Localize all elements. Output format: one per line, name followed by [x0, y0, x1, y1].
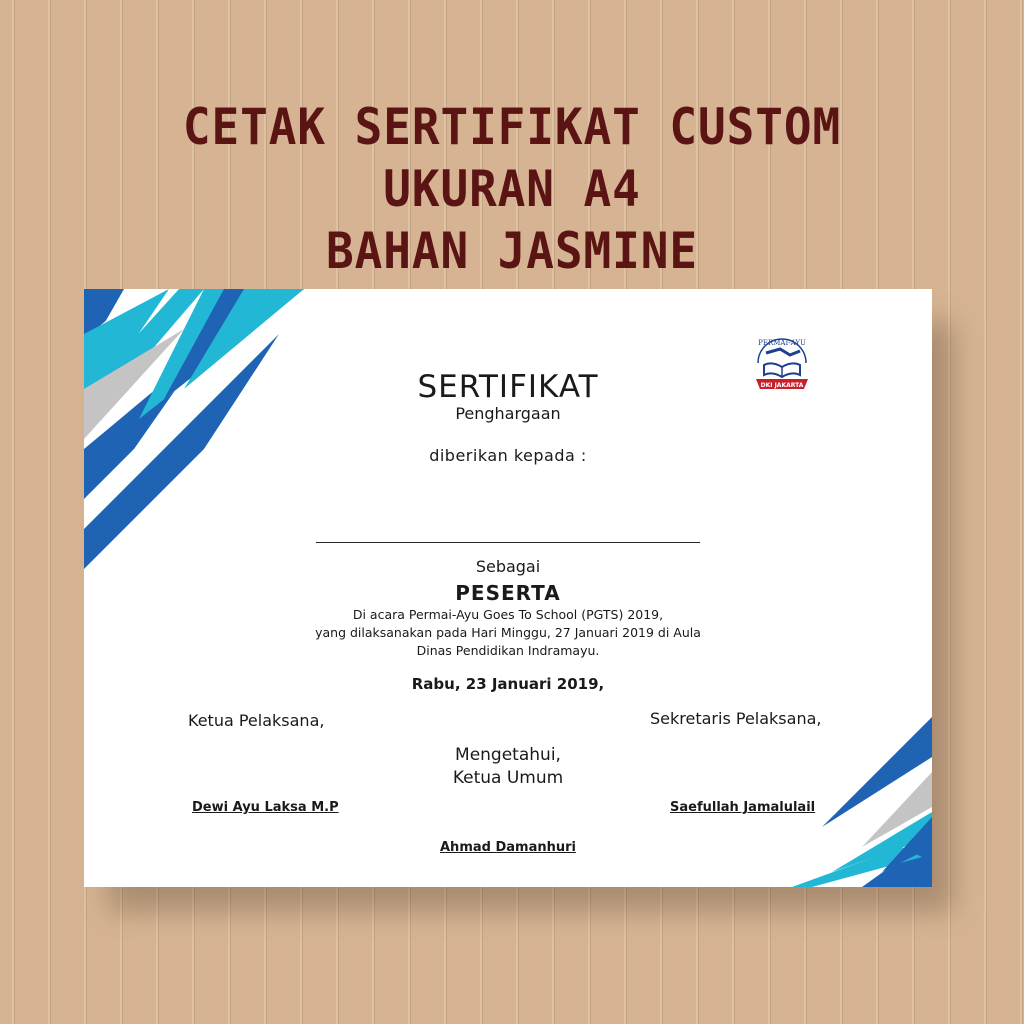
- event-description: [84, 606, 932, 660]
- certificate-date: Rabu, 23 Januari 2019,: [411, 675, 605, 693]
- role-title: PESERTA: [455, 581, 561, 605]
- headline-line-2: UKURAN A4: [383, 160, 641, 218]
- certificate-title: SERTIFIKAT: [417, 369, 599, 405]
- as-label: Sebagai: [475, 557, 541, 576]
- headline-line-3: BAHAN JASMINE: [326, 222, 698, 280]
- given-to-label: diberikan kepada :: [429, 446, 587, 465]
- left-signatory-name: Dewi Ayu Laksa M.P: [192, 800, 339, 815]
- description-line: Di acara Permai-Ayu Goes To School (PGTS) 2019,: [352, 607, 664, 622]
- logo-text-top: PERMAI-AYU: [758, 339, 806, 347]
- certificate-subtitle: Penghargaan: [455, 404, 561, 423]
- center-signatory-title-line-1: Mengetahui,: [455, 745, 561, 765]
- center-signatory-title: [84, 744, 932, 790]
- description-line: Dinas Pendidikan Indramayu.: [416, 643, 600, 658]
- headline-line-1: CETAK SERTIFIKAT CUSTOM: [182, 98, 842, 156]
- description-line: yang dilaksanakan pada Hari Minggu, 27 Januari 2019 di Aula: [315, 625, 701, 640]
- center-signatory-name: Ahmad Damanhuri: [440, 840, 576, 855]
- left-signatory-title: Ketua Pelaksana,: [188, 711, 325, 730]
- right-signatory-title: Sekretaris Pelaksana,: [650, 709, 822, 728]
- headline: [41, 96, 983, 282]
- recipient-name-line: [316, 542, 700, 543]
- corner-decoration-top-left: [84, 289, 324, 579]
- center-signatory-title-line-2: Ketua Umum: [452, 768, 564, 788]
- logo-text-bottom: DKI JAKARTA: [760, 382, 804, 389]
- certificate: [84, 289, 932, 887]
- right-signatory-name: Saefullah Jamalulail: [670, 800, 816, 815]
